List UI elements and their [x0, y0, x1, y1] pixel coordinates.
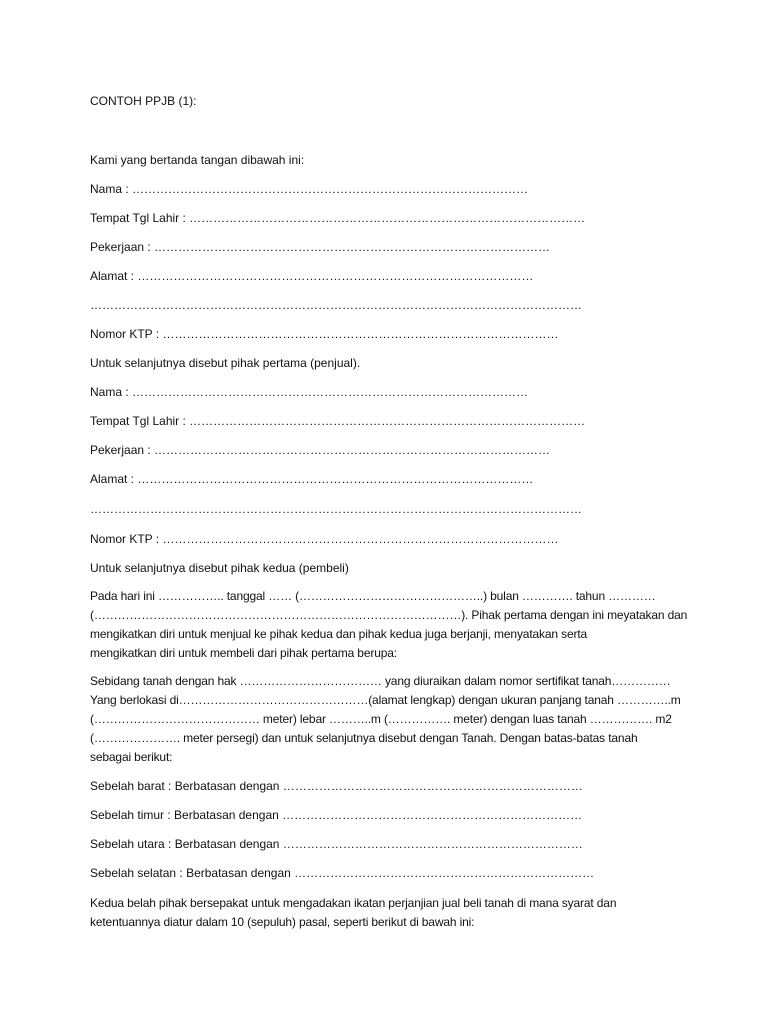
- party2-role: Untuk selanjutnya disebut pihak kedua (pembeli): [90, 561, 349, 575]
- party2-nama: Nama : ………………………………………………………………………………………: [90, 385, 529, 399]
- land-paragraph: [90, 672, 680, 767]
- agreement-line: mengikatkan diri untuk membeli dari pihak pertama berupa:: [90, 646, 397, 660]
- agreement-line: mengikatkan diri untuk menjual ke pihak kedua dan pihak kedua juga berjanji, menyatakan serta: [90, 627, 588, 641]
- border-south: Sebelah selatan : Berbatasan dengan …………………………………………………………………: [90, 866, 595, 880]
- agreement-paragraph: [90, 587, 688, 663]
- border-west: Sebelah barat : Berbatasan dengan …………………………………………………………………: [90, 779, 583, 793]
- land-line: Sebidang tanah dengan hak ……………………………… yang diuraikan dalam nomor sertifikat tanah……………: [90, 674, 671, 688]
- party2-alamat-continued: ……………………………………………………………………………………………………………: [90, 502, 582, 516]
- border-east: Sebelah timur : Berbatasan dengan …………………………………………………………………: [90, 808, 583, 822]
- party2-pekerjaan: Pekerjaan : ………………………………………………………………………………………: [90, 443, 551, 457]
- party1-ttl: Tempat Tgl Lahir : ………………………………………………………………………………………: [90, 211, 586, 225]
- party1-nama: Nama : ………………………………………………………………………………………: [90, 182, 529, 196]
- party1-ktp: Nomor KTP : ………………………………………………………………………………………: [90, 327, 559, 341]
- party1-alamat-continued: ……………………………………………………………………………………………………………: [90, 298, 582, 312]
- closing-line: ketentuannya diatur dalam 10 (sepuluh) pasal, seperti berikut di bawah ini:: [90, 915, 475, 929]
- land-line: (…………………………………… meter) lebar ………..m (……………. meter) dengan luas tanah ……………. m2: [90, 712, 672, 726]
- border-north: Sebelah utara : Berbatasan dengan …………………………………………………………………: [90, 837, 583, 851]
- party1-pekerjaan: Pekerjaan : ………………………………………………………………………………………: [90, 240, 551, 254]
- agreement-line: Pada hari ini …………….. tanggal …… (………………………………………..) bulan …………. tahun …………: [90, 589, 656, 603]
- party2-ttl: Tempat Tgl Lahir : ………………………………………………………………………………………: [90, 414, 586, 428]
- document-title: CONTOH PPJB (1):: [90, 94, 197, 108]
- party1-role: Untuk selanjutnya disebut pihak pertama (penjual).: [90, 356, 361, 370]
- party2-alamat: Alamat : ………………………………………………………………………………………: [90, 472, 534, 486]
- agreement-line: (…………………………………………………………………………………). Pihak pertama dengan ini meyatakan dan: [90, 608, 688, 622]
- closing-line: Kedua belah pihak bersepakat untuk mengadakan ikatan perjanjian jual beli tanah di mana syarat dan: [90, 896, 617, 910]
- land-line: (…………………. meter persegi) dan untuk selanjutnya disebut dengan Tanah. Dengan batas-batas tanah: [90, 731, 638, 745]
- land-line: Yang berlokasi di…………………………………………(alamat lengkap) dengan ukuran panjang tanah …………..m: [90, 693, 681, 707]
- party2-ktp: Nomor KTP : ………………………………………………………………………………………: [90, 532, 559, 546]
- land-line: sebagai berikut:: [90, 750, 173, 764]
- intro-text: Kami yang bertanda tangan dibawah ini:: [90, 153, 305, 167]
- party1-alamat: Alamat : ………………………………………………………………………………………: [90, 269, 534, 283]
- closing-paragraph: [90, 894, 680, 932]
